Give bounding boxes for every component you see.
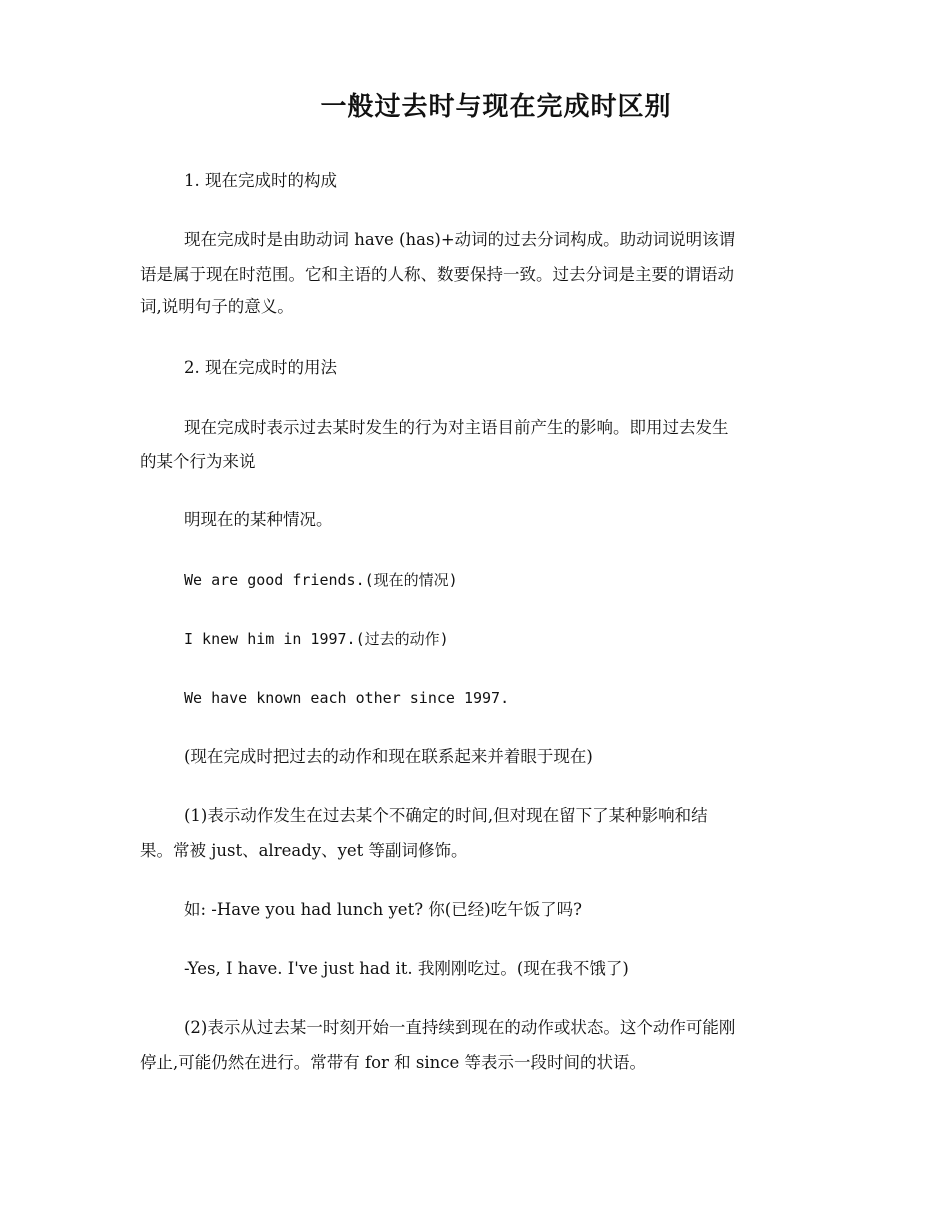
paragraph-line: 现在完成时表示过去某时发生的行为对主语目前产生的影响。即用过去发生 [184, 418, 729, 437]
example-sentence: We are good friends.(现在的情况) [184, 571, 458, 589]
section-heading-construction: 1. 现在完成时的构成 [184, 171, 337, 190]
document-title: 一般过去时与现在完成时区别 [320, 92, 672, 122]
paragraph-line: 词,说明句子的意义。 [140, 297, 294, 316]
paragraph-line: 停止,可能仍然在进行。常带有 for 和 since 等表示一段时间的状语。 [140, 1053, 647, 1072]
example-note: (现在完成时把过去的动作和现在联系起来并着眼于现在) [184, 747, 593, 766]
paragraph-line: 明现在的某种情况。 [184, 510, 333, 529]
paragraph-line: 果。常被 just、already、yet 等副词修饰。 [140, 841, 468, 860]
example-dialogue: 如: -Have you had lunch yet? 你(已经)吃午饭了吗? [184, 900, 583, 919]
example-sentence: I knew him in 1997.(过去的动作) [184, 630, 449, 648]
section-heading-usage: 2. 现在完成时的用法 [184, 358, 337, 377]
paragraph-line: 的某个行为来说 [140, 452, 256, 471]
paragraph-line: (2)表示从过去某一时刻开始一直持续到现在的动作或状态。这个动作可能刚 [184, 1018, 736, 1037]
example-sentence: We have known each other since 1997. [184, 689, 510, 707]
paragraph-line: 语是属于现在时范围。它和主语的人称、数要保持一致。过去分词是主要的谓语动 [140, 265, 734, 284]
example-dialogue: -Yes, I have. I've just had it. 我刚刚吃过。(现在我不饿了) [184, 959, 629, 978]
paragraph-line: 现在完成时是由助动词 have (has)+动词的过去分词构成。助动词说明该谓 [184, 230, 736, 249]
paragraph-line: (1)表示动作发生在过去某个不确定的时间,但对现在留下了某种影响和结 [184, 806, 708, 825]
